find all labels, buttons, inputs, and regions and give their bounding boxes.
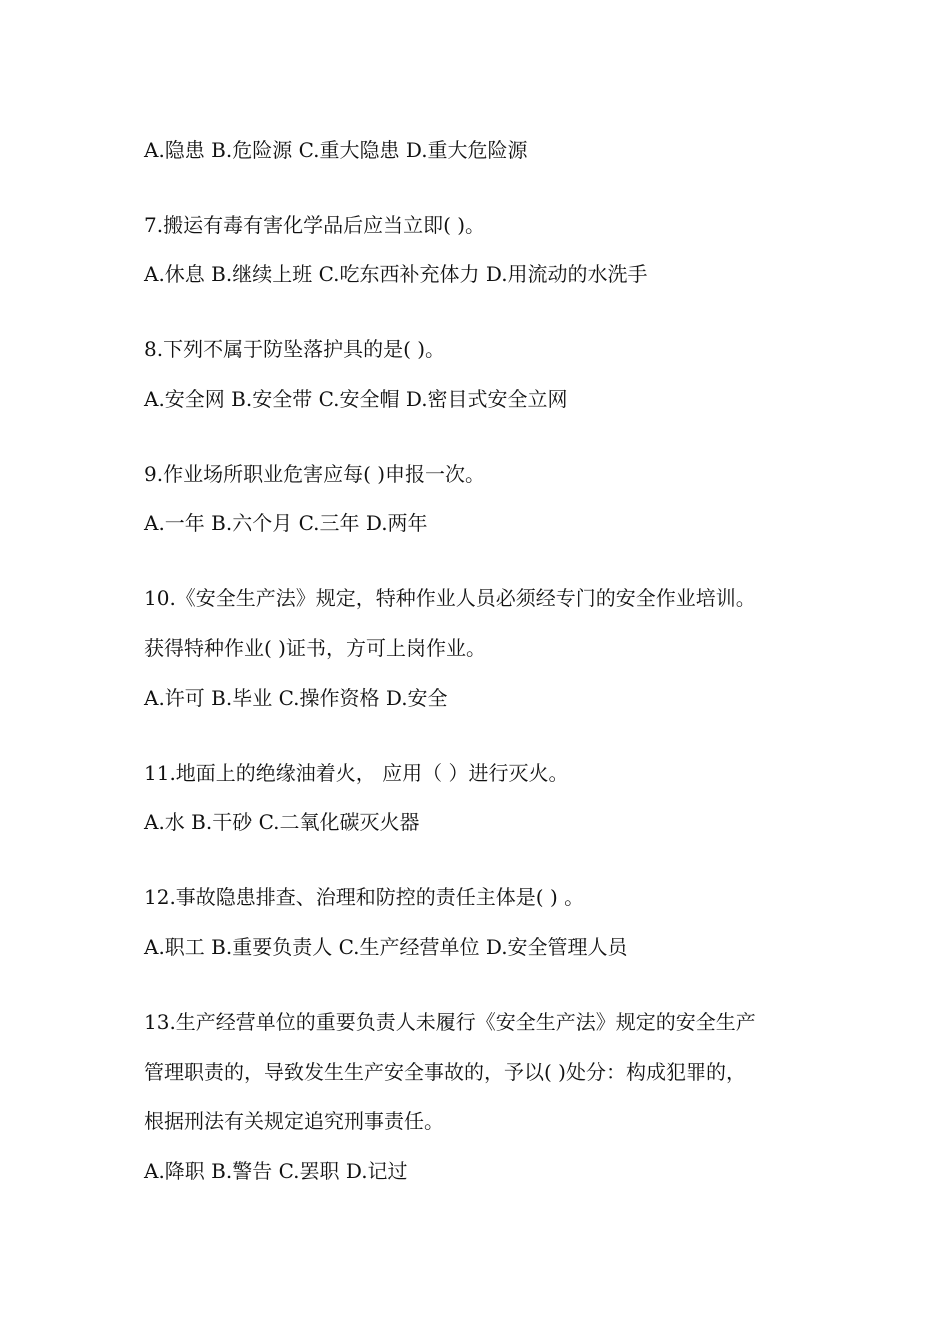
q8-options: A.安全网 B.安全带 C.安全帽 D.密目式安全立网 <box>144 387 568 411</box>
q9-options: A.一年 B.六个月 C.三年 D.两年 <box>144 511 428 535</box>
q7-options: A.休息 B.继续上班 C.吃东西补充体力 D.用流动的水洗手 <box>144 262 648 286</box>
q13-question-line2: 管理职责的，导致发生生产安全事故的，予以( )处分：构成犯罪的， <box>144 1060 746 1084</box>
q10-options: A.许可 B.毕业 C.操作资格 D.安全 <box>144 686 448 710</box>
q12-options: A.职工 B.重要负责人 C.生产经营单位 D.安全管理人员 <box>144 935 628 959</box>
q9-question: 9.作业场所职业危害应每( )申报一次。 <box>144 462 486 486</box>
q10-question-line1: 10.《安全生产法》规定，特种作业人员必须经专门的安全作业培训。 <box>144 586 756 610</box>
q6-options: A.隐患 B.危险源 C.重大隐患 D.重大危险源 <box>144 138 528 162</box>
q13-options: A.降职 B.警告 C.罢职 D.记过 <box>144 1159 408 1183</box>
q10-question-line2: 获得特种作业( )证书，方可上岗作业。 <box>144 636 486 660</box>
q12-question: 12.事故隐患排查、治理和防控的责任主体是( ) 。 <box>144 885 585 909</box>
q13-question-line3: 根据刑法有关规定追究刑事责任。 <box>144 1109 444 1133</box>
q8-question: 8.下列不属于防坠落护具的是( )。 <box>144 337 446 361</box>
q7-question: 7.搬运有毒有害化学品后应当立即( )。 <box>144 213 486 237</box>
q11-options: A.水 B.干砂 C.二氧化碳灭火器 <box>144 810 420 834</box>
q13-question-line1: 13.生产经营单位的重要负责人未履行《安全生产法》规定的安全生产 <box>144 1010 756 1034</box>
q11-question: 11.地面上的绝缘油着火， 应用（ ）进行灭火。 <box>144 761 569 785</box>
